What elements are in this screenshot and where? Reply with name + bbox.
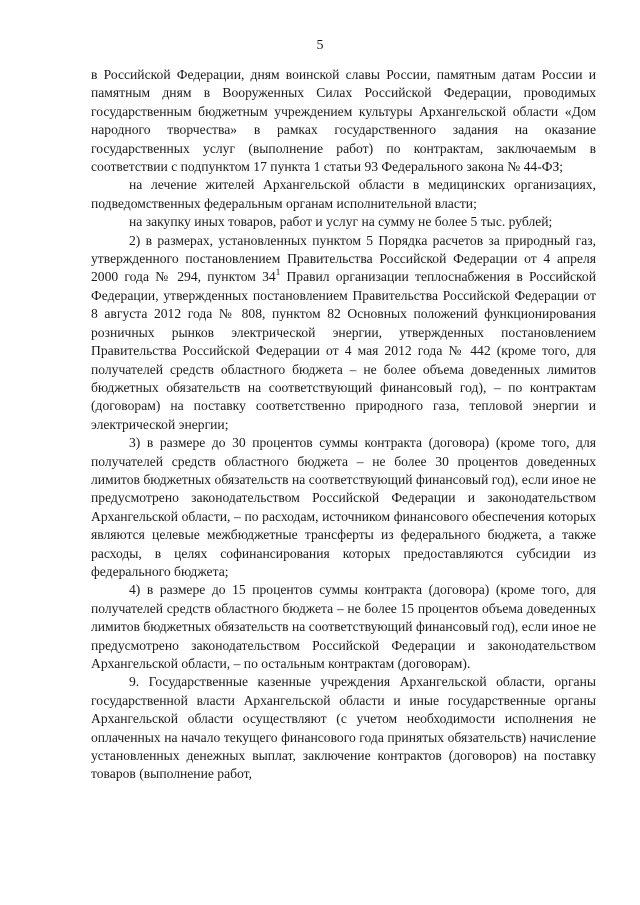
paragraph-item-3: 3) в размере до 30 процентов суммы контракта (договора) (кроме того, для получателей средств областного бюджета – не более 30 процентов доведенных лимитов бюджетных обязательств на соответствующий финансовый год), если иное не предусмотрено законодательством Российской Федерации и законодательством Архангельской области, – по расходам, источником финансового обеспечения которых являются целевые межбюджетные трансферты из федерального бюджета, а также расходы, в целях софинансирования которых предоставляются субсидии из федерального бюджета; [91, 435, 596, 579]
item-2-text-before: 2) в размерах, установленных пунктом 5 Порядка расчетов за природный газ, утвержденного постановлением Правительства Российской Федерации от 4 апреля 2000 года № 294, пунктом 34 [91, 232, 596, 285]
document-body [91, 66, 596, 784]
item-2-text-after: Правил организации теплоснабжения в Российской Федерации, утвержденных постановлением Правительства Российской Федерации от 8 августа 2012 года № 808, пунктом 82 Основных положений функционирования розничных рынков электрической энергии, утвержденных постановлением Правительства Российской Федерации от 4 мая 2012 года № 442 (кроме того, для получателей средств областного бюджета – не более объема доведенных лимитов бюджетных обязательств на соответствующий финансовый год), – по контрактам (договорам) на поставку соответственно природного газа, тепловой энергии и электрической энергии; [91, 269, 596, 432]
page-number: 5 [316, 38, 324, 53]
paragraph-item-9: 9. Государственные казенные учреждения Архангельской области, органы государственной власти Архангельской области и иные государственные органы Архангельской области осуществляют (с учетом необходимости исполнения не оплаченных на начало текущего финансового года принятых обязательств) начисление установленных денежных выплат, заключение контрактов (договоров) на поставку товаров (выполнение работ, [91, 674, 596, 782]
item-2-superscript: 1 [275, 267, 281, 278]
paragraph-treatment: на лечение жителей Архангельской области в медицинских организациях, подведомственных федеральным органам исполнительной власти; [91, 177, 596, 211]
paragraph-continuation: в Российской Федерации, дням воинской славы России, памятным датам России и памятным дням в Вооруженных Силах Российской Федерации, проводимых государственным бюджетным учреждением культуры Архангельской области «Дом народного творчества» в рамках государственного задания на оказание государственных услуг (выполнение работ) по контрактам, заключаемым в соответствии с подпунктом 17 пункта 1 статьи 93 Федерального закона № 44-ФЗ; [91, 67, 596, 175]
paragraph-purchase: на закупку иных товаров, работ и услуг на сумму не более 5 тыс. рублей; [129, 214, 553, 230]
paragraph-item-2 [91, 232, 596, 434]
paragraph-item-4: 4) в размере до 15 процентов суммы контракта (договора) (кроме того, для получателей средств областного бюджета – не более 15 процентов объема доведенных лимитов бюджетных обязательств на соответствующий финансовый год), если иное не предусмотрено законодательством Российской Федерации и законодательством Архангельской области, – по остальным контрактам (договорам). [91, 582, 596, 671]
